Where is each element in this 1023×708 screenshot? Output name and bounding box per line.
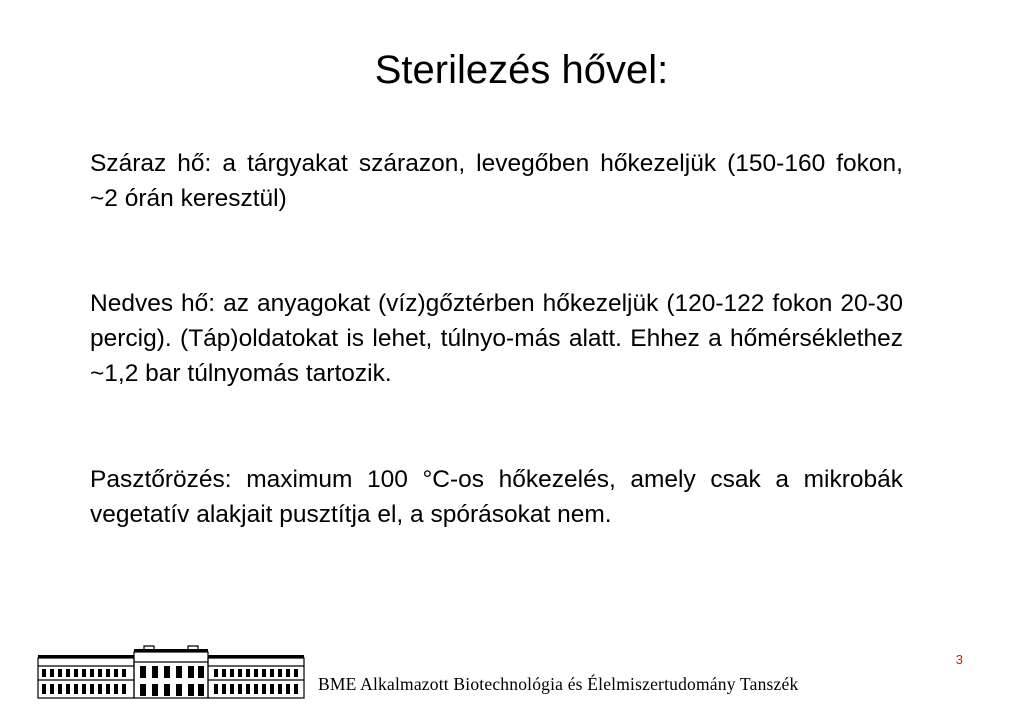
paragraph-moist-heat: Nedves hő: az anyagokat (víz)gőztérben hőkezeljük (120-122 fokon 20-30 percig). (Táp)oldatokat is lehet, túlnyo-más alatt. Ehhez a hőmérséklethez ~1,2 bar túlnyomás tartozik.	[90, 290, 903, 387]
department-name: BME Alkalmazott Biotechnológia és Élelmiszertudomány Tanszék	[318, 674, 799, 694]
paragraph-pasteurization: Pasztőrözés: maximum 100 °C-os hőkezelés, amely csak a mikrobák vegetatív alakjait pusztítja el, a spórásokat nem.	[90, 466, 903, 528]
slide-title: Sterilezés hővel:	[374, 48, 669, 92]
paragraph-dry-heat: Száraz hő: a tárgyakat szárazon, levegőben hőkezeljük (150-160 fokon, ~2 órán keresztül)	[90, 150, 903, 212]
university-building-icon	[36, 644, 306, 700]
slide-footer	[36, 644, 986, 700]
slide-content	[90, 146, 903, 532]
page-number: 3	[955, 652, 963, 667]
